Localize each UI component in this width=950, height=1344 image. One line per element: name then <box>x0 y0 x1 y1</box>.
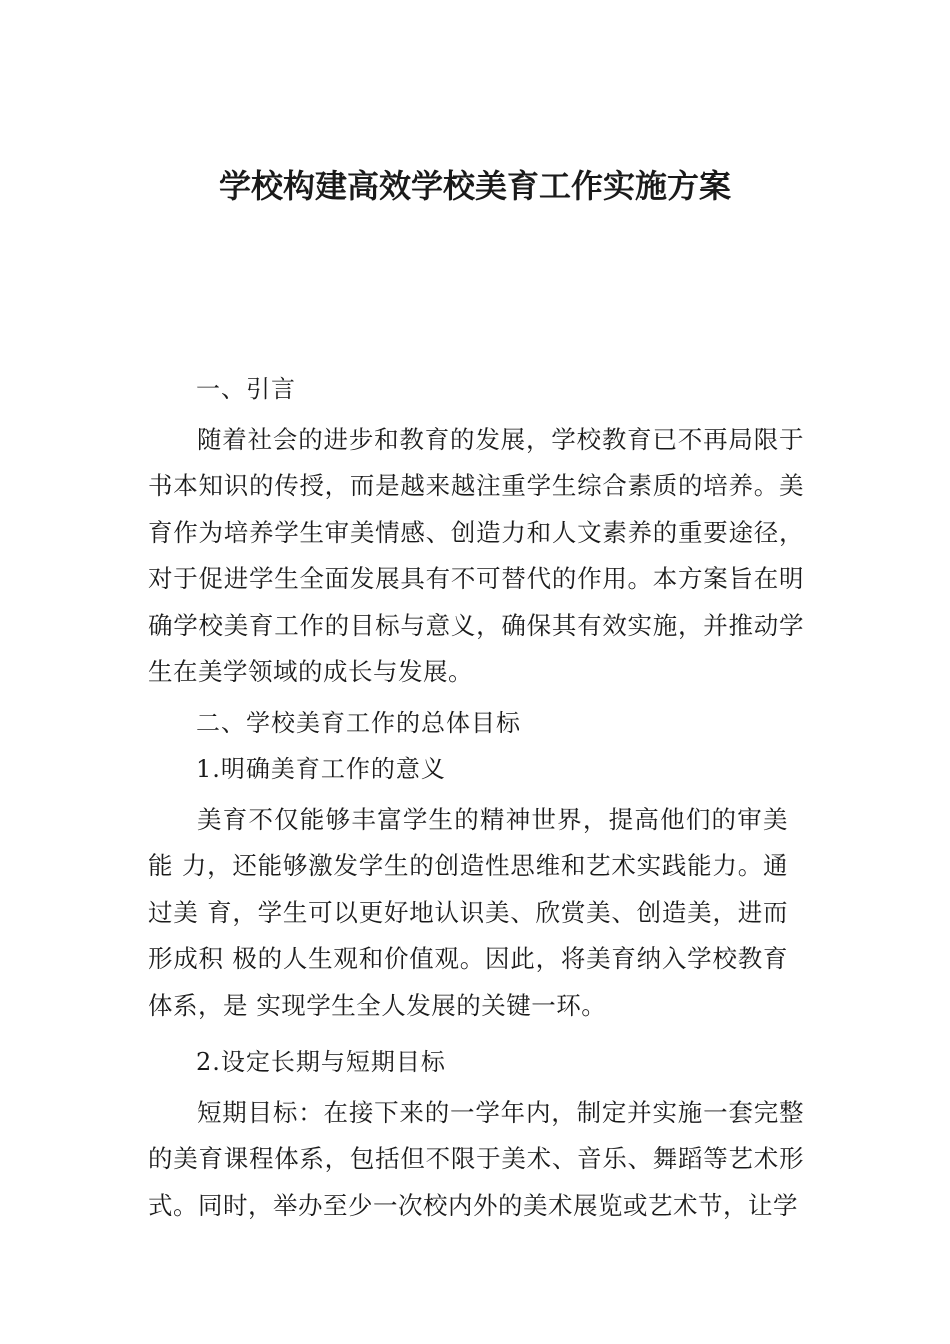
section-heading-goals: 二、学校美育工作的总体目标 <box>196 708 521 737</box>
meaning-paragraph: 美育不仅能够丰富学生的精神世界，提高他们的审美能 力，还能够激发学生的创造性思维和艺术实践能力。通过美 育，学生可以更好地认识美、欣赏美、创造美，进而形成积 极的人生观和价值观。因此，将美育纳入学校教育体系，是 实现学生全人发展的关键一环。 <box>148 804 788 1020</box>
targets-paragraph: 短期目标：在接下来的一学年内，制定并实施一套完整的美育课程体系，包括但不限于美术、音乐、舞蹈等艺术形式。同时，举办至少一次校内外的美术展览或艺术节，让学 <box>148 1097 804 1220</box>
document-body <box>148 366 804 1229</box>
subsection-heading-meaning: 1.明确美育工作的意义 <box>196 755 446 783</box>
section-heading-intro: 一、引言 <box>196 375 296 403</box>
document-title: 学校构建高效学校美育工作实施方案 <box>218 167 731 205</box>
subsection-heading-targets: 2.设定长期与短期目标 <box>196 1048 446 1076</box>
intro-paragraph: 随着社会的进步和教育的发展，学校教育已不再局限于书本知识的传授，而是越来越注重学生综合素质的培养。美育作为培养学生审美情感、创造力和人文素养的重要途径，对于促进学生全面发展具有不可替代的作用。本方案旨在明确学校美育工作的目标与意义，确保其有效实施，并推动学生在美学领域的成长与发展。 <box>148 424 804 686</box>
